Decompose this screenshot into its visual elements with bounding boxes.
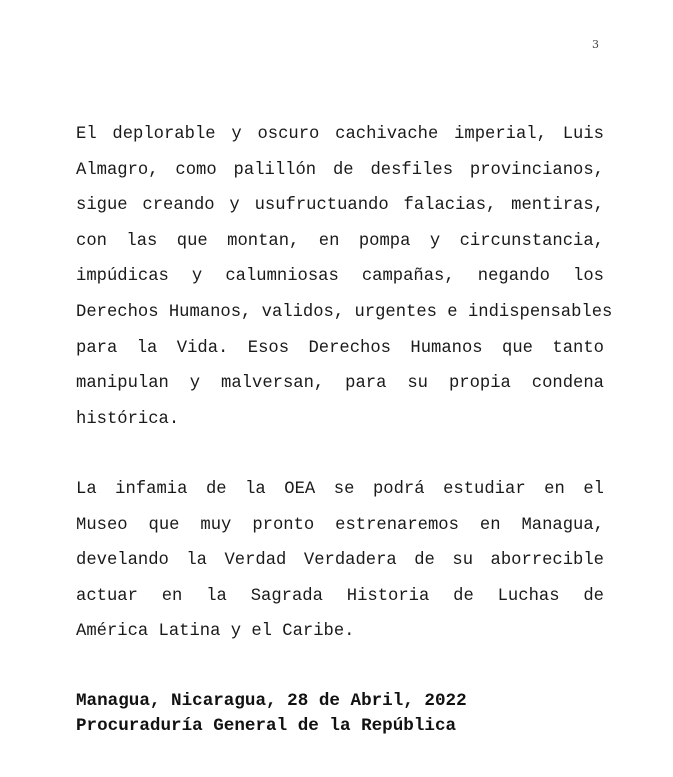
signature-institution: Procuraduría General de la República xyxy=(76,716,457,736)
text-line: actuar en la Sagrada Historia de Luchas de xyxy=(76,586,604,606)
paragraph-oea xyxy=(76,472,604,650)
signature-block xyxy=(76,689,467,739)
text-line: Almagro, como palillón de desfiles provincianos, xyxy=(76,160,604,180)
signature-place-date: Managua, Nicaragua, 28 de Abril, 2022 xyxy=(76,691,467,711)
text-line: manipulan y malversan, para su propia condena xyxy=(76,374,604,394)
page-number: 3 xyxy=(592,38,599,51)
text-line: La infamia de la OEA se podrá estudiar en el xyxy=(76,480,604,499)
text-line: develando la Verdad Verdadera de su aborrecible xyxy=(76,551,604,571)
text-line: El deplorable y oscuro cachivache imperial, Luis xyxy=(76,125,604,144)
paragraph-almagro xyxy=(76,117,613,437)
text-line: impúdicas y calumniosas campañas, negando los xyxy=(76,267,604,287)
text-line: Museo que muy pronto estrenaremos en Managua, xyxy=(76,515,604,535)
text-line: histórica. xyxy=(76,409,180,429)
text-line: para la Vida. Esos Derechos Humanos que tanto xyxy=(76,338,604,358)
text-line: Derechos Humanos, validos, urgentes e indispensables xyxy=(76,302,613,322)
text-line: con las que montan, en pompa y circunstancia, xyxy=(76,231,604,251)
text-line: sigue creando y usufructuando falacias, mentiras, xyxy=(76,196,604,216)
text-line: América Latina y el Caribe. xyxy=(76,622,355,642)
